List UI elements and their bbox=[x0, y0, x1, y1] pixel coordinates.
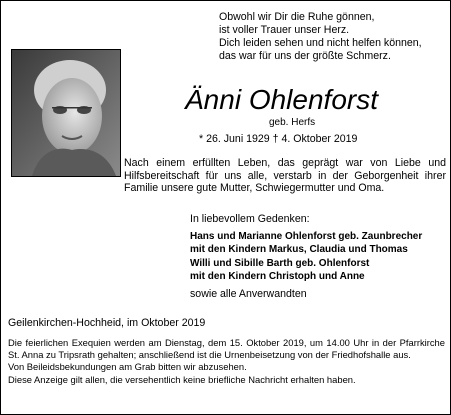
poem-line: ist voller Trauer unser Herz. bbox=[219, 24, 350, 36]
mourner-line: mit den Kindern Christoph und Anne bbox=[190, 270, 365, 282]
poem-line: das war für uns der größte Schmerz. bbox=[219, 50, 391, 62]
portrait-photo bbox=[11, 49, 121, 177]
poem-line: Dich leiden sehen und nicht helfen können, bbox=[219, 37, 422, 49]
notice-note: Diese Anzeige gilt allen, die versehentlich keine briefliche Nachricht erhalten haben. bbox=[8, 373, 356, 385]
notes bbox=[8, 337, 445, 386]
mourners-others: sowie alle Anverwandten bbox=[190, 288, 307, 300]
poem-line: Obwohl wir Dir die Ruhe gönnen, bbox=[219, 11, 375, 23]
mourners-block bbox=[190, 213, 448, 301]
poem bbox=[219, 11, 447, 63]
condolence-note: Von Beileidsbekundungen am Grab bitten wir abzusehen. bbox=[8, 361, 247, 372]
deceased-name: Änni Ohlenforst bbox=[185, 84, 378, 115]
mourner-line: Hans und Marianne Ohlenforst geb. Zaunbrecher bbox=[190, 231, 423, 242]
maiden-name: geb. Herfs bbox=[269, 117, 316, 128]
obituary-text: Nach einem erfüllten Leben, das geprägt war von Liebe und Hilfsbereitschaft für uns alle, verstarb in der Geborgenheit ihrer Familie unsere gute Mutter, Schwiegermutter und Oma. bbox=[124, 157, 446, 194]
mourner-line: mit den Kindern Markus, Claudia und Thomas bbox=[190, 243, 408, 255]
life-dates: * 26. Juni 1929 † 4. Oktober 2019 bbox=[199, 133, 358, 145]
place-date: Geilenkirchen-Hochheid, im Oktober 2019 bbox=[8, 317, 206, 329]
mourner-line: Willi und Sibille Barth geb. Ohlenforst bbox=[190, 258, 370, 269]
mourners-heading: In liebevollem Gedenken: bbox=[190, 213, 310, 225]
service-note: Die feierlichen Exequien werden am Dienstag, dem 15. Oktober 2019, um 14.00 Uhr in der Pfarrkirche St. Anna zu Tripsrath gehalten; anschließend ist die Urnenbeisetzung von der Friedhofshalle aus. bbox=[8, 337, 445, 360]
